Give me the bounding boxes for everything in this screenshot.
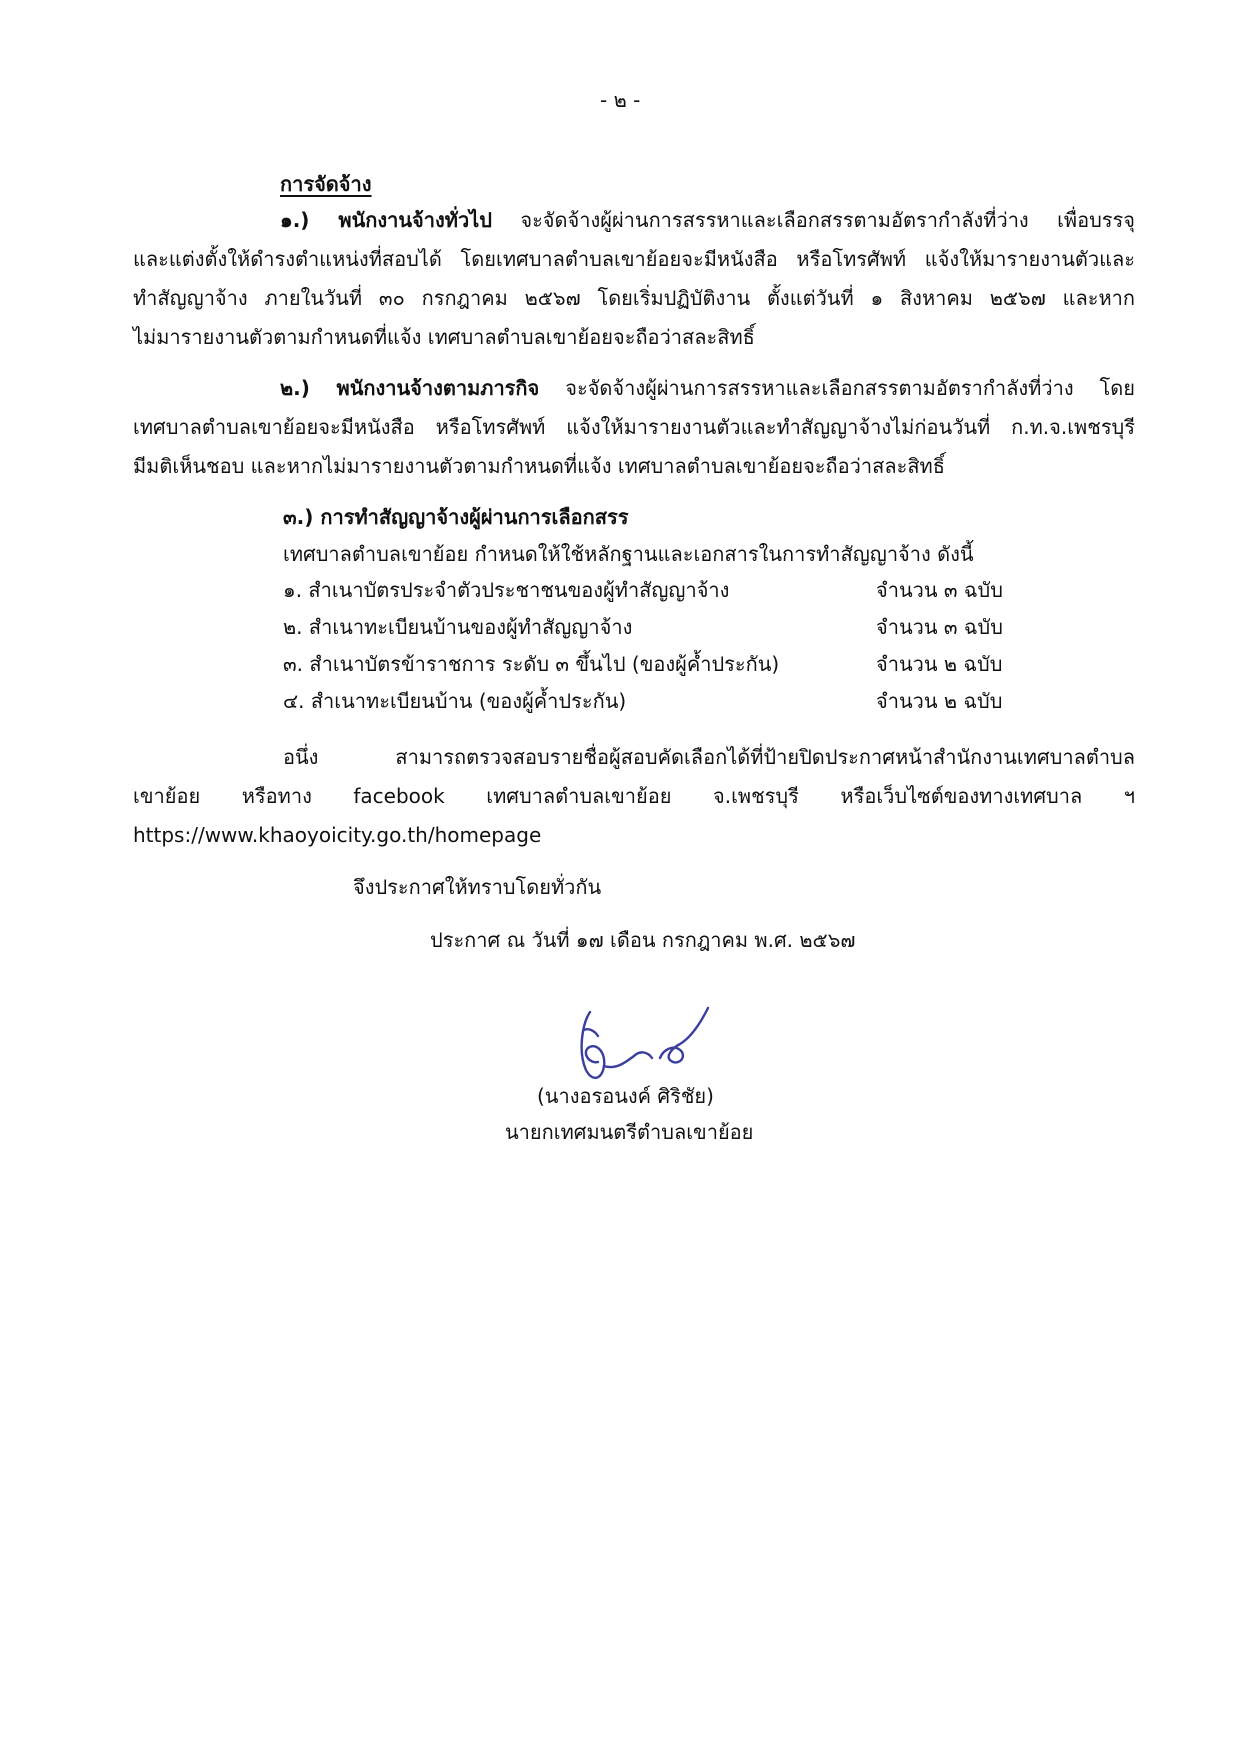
section2-line1 <box>280 374 1135 402</box>
page-number: - ๒ - <box>600 88 641 112</box>
note-line1: อนึ่ง สามารถตรวจสอบรายชื่อผู้สอบคัดเลือกได้ที่ป้ายปิดประกาศหน้าสำนักงานเทศบาลตำบล <box>283 745 1135 769</box>
section2-line3: มีมติเห็นชอบ และหากไม่มารายงานตัวตามกำหนดที่แจ้ง เทศบาลตำบลเขาย้อยจะถือว่าสละสิทธิ์ <box>133 454 945 478</box>
section2-line1-text: จะจัดจ้างผู้ผ่านการสรรหาและเลือกสรรตามอัตรากำลังที่ว่าง โดย <box>565 376 1136 400</box>
document-list-item-qty: จำนวน ๓ ฉบับ <box>876 578 1003 602</box>
section1-line3: ทำสัญญาจ้าง ภายในวันที่ ๓๐ กรกฎาคม ๒๕๖๗ โดยเริ่มปฏิบัติงาน ตั้งแต่วันที่ ๑ สิงหาคม ๒๕๖๗ และหาก <box>133 286 1135 310</box>
document-list-item-qty: จำนวน ๒ ฉบับ <box>876 652 1003 676</box>
document-list-item <box>283 576 1043 604</box>
document-list-item <box>283 687 1043 715</box>
section3-intro: เทศบาลตำบลเขาย้อย กำหนดให้ใช้หลักฐานและเอกสารในการทำสัญญาจ้าง ดังนี้ <box>283 542 974 566</box>
document-list-item-qty: จำนวน ๓ ฉบับ <box>876 615 1003 639</box>
document-list-item <box>283 650 1043 678</box>
section2-title: ๒.) พนักงานจ้างตามภารกิจ <box>280 376 540 400</box>
note-line2: เขาย้อย หรือทาง facebook เทศบาลตำบลเขาย้อย จ.เพชรบุรี หรือเว็บไซต์ของทางเทศบาล ฯ <box>133 784 1135 808</box>
document-list-item-text: ๔. สำเนาทะเบียนบ้าน (ของผู้ค้ำประกัน) <box>283 689 627 713</box>
signer-title: นายกเทศมนตรีตำบลเขาย้อย <box>505 1120 754 1144</box>
section-heading: การจัดจ้าง <box>280 172 372 196</box>
section2-line2: เทศบาลตำบลเขาย้อยจะมีหนังสือ หรือโทรศัพท์ แจ้งให้มารายงานตัวและทำสัญญาจ้างไม่ก่อนวันที่ ก.ท.จ.เพชรบุรี <box>133 415 1135 439</box>
announcement-text: จึงประกาศให้ทราบโดยทั่วกัน <box>353 875 602 899</box>
document-list-item-text: ๓. สำเนาบัตรข้าราชการ ระดับ ๓ ขึ้นไป (ของผู้ค้ำประกัน) <box>283 652 780 676</box>
section1-line4: ไม่มารายงานตัวตามกำหนดที่แจ้ง เทศบาลตำบลเขาย้อยจะถือว่าสละสิทธิ์ <box>133 325 755 349</box>
note-url: https://www.khaoyoicity.go.th/homepage <box>133 823 542 847</box>
document-list-item-text: ๒. สำเนาทะเบียนบ้านของผู้ทำสัญญาจ้าง <box>283 615 633 639</box>
document-list-item-text: ๑. สำเนาบัตรประจำตัวประชาชนของผู้ทำสัญญาจ้าง <box>283 578 730 602</box>
document-list-item <box>283 613 1043 641</box>
section1-line2: และแต่งตั้งให้ดำรงตำแหน่งที่สอบได้ โดยเทศบาลตำบลเขาย้อยจะมีหนังสือ หรือโทรศัพท์ แจ้งให้มารายงานตัวและ <box>133 247 1135 271</box>
date-line: ประกาศ ณ วันที่ ๑๗ เดือน กรกฎาคม พ.ศ. ๒๕๖๗ <box>430 928 856 952</box>
section1-line1 <box>280 206 1135 234</box>
signer-name: (นางอรอนงค์ ศิริชัย) <box>537 1084 714 1108</box>
signature-mark <box>568 1000 718 1090</box>
section1-line1-text: จะจัดจ้างผู้ผ่านการสรรหาและเลือกสรรตามอัตรากำลังที่ว่าง เพื่อบรรจุ <box>520 208 1136 232</box>
section1-title: ๑.) พนักงานจ้างทั่วไป <box>280 208 492 232</box>
section3-title: ๓.) การทำสัญญาจ้างผู้ผ่านการเลือกสรร <box>283 505 629 529</box>
document-list-item-qty: จำนวน ๒ ฉบับ <box>876 689 1003 713</box>
